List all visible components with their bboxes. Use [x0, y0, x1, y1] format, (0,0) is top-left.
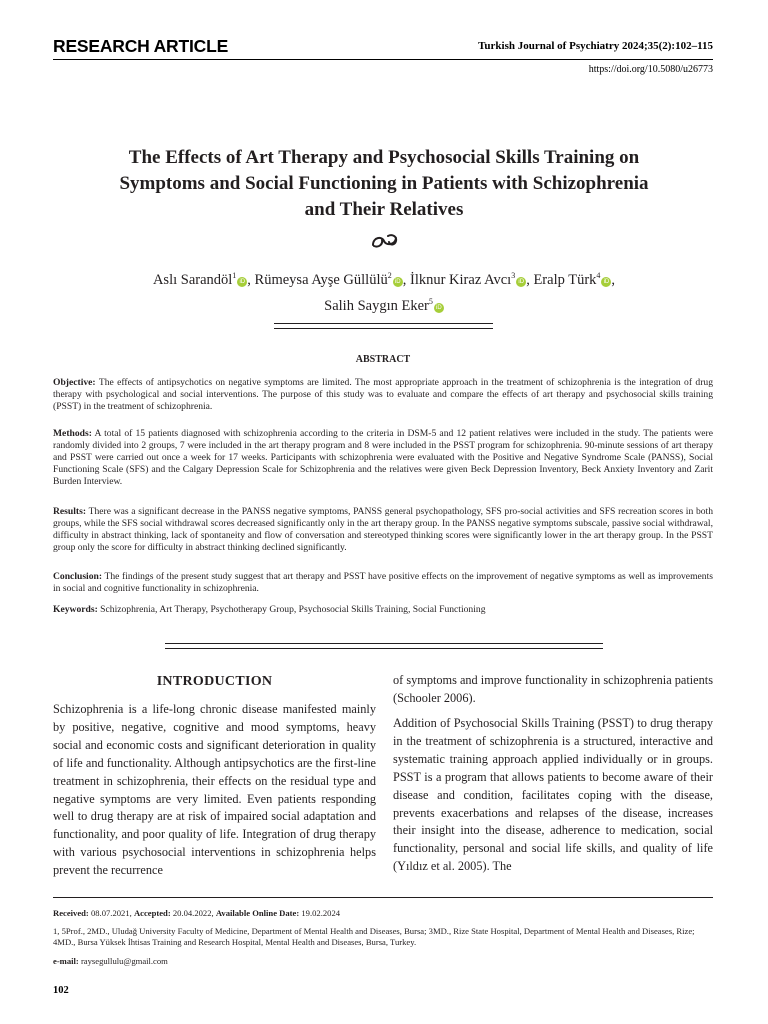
page-number: 102	[53, 985, 69, 996]
ornament-icon	[370, 233, 400, 249]
header-rule	[53, 59, 713, 60]
abstract-results: Results: There was a significant decrease in the PANSS negative symptoms, PANSS general psychopathology, SFS pro-social activities and SFS recreation scores in both groups, while the SFS social withdrawal scores decreased significantly only in the art therapy group. In the PANSS negative symptoms subscale, passive social withdrawal, difficulty in abstract thinking, lack of spontaneity and flow of conversation and stereotyped thinking scores were significantly lower in the art therapy group. In the PSST group only the score for difficulty in abstract thinking declined significantly.	[53, 506, 713, 554]
abstract-methods: Methods: A total of 15 patients diagnosed with schizophrenia according to the criteria in DSM-5 and 12 patient relatives were included in the study. The patients were randomly divided into 2 groups, 7 were included in the art therapy program and 8 were included in the PSST program for schizophrenia. 90-minute sessions of art therapy and PSST were carried out once a week for 17 weeks. Participants with schizophrenia were evaluated with the Positive and Negative Syndrome Scale (PANSS), Social Functioning Scale (SFS) and the Calgary Depression Scale for Schizophrenia and the relatives were given Beck Depression Inventory, Beck Anxiety Inventory and Zarit Burden Interview.	[53, 428, 713, 488]
abstract-objective: Objective: The effects of antipsychotics on negative symptoms are limited. The most appropriate approach in the treatment of schizophrenia is the integration of drug therapy with psychological and social interventions. The purpose of this study was to evaluate and compare the effects of art therapy and psychosocial skills training (PSST) in the treatment of schizophrenia.	[53, 377, 713, 413]
email-link[interactable]: raysegullulu@gmail.com	[80, 956, 168, 966]
introduction-paragraph: of symptoms and improve functionality in schizophrenia patients (Schooler 2006).	[393, 673, 713, 705]
author[interactable]: Aslı Sarandöl$^1$iD	[153, 272, 247, 288]
abstract-conclusion: Conclusion: The findings of the present study suggest that art therapy and PSST have positive effects on the improvement of negative symptoms as well as improvements in social and cognitive functionality in schizophrenia.	[53, 571, 713, 595]
introduction-paragraph: Schizophrenia is a life-long chronic disease manifested mainly by positive, negative, cognitive and mood symptoms, heavy social and economic costs and significant deterioration in quality of life and functionality. Although antipsychotics are the first-line treatment in schizophrenia, their effects on the residual type and negative symptoms are very limited. Even patients responding well to drug therapy are at risk of impaired social adaptation and functionality, and poor quality of life. Integration of drug therapy with various psychosocial interventions in schizophrenia helps prevent the recurrence	[53, 702, 376, 878]
title-divider	[274, 323, 493, 329]
orcid-icon[interactable]: iD	[434, 303, 444, 313]
abstract-heading: ABSTRACT	[355, 354, 411, 365]
author-list: Aslı Sarandöl$^1$iD , Rümeysa Ayşe Güllülü$^2$iD , İlknur Kiraz Avcı$^3$iD , Eralp Türk$^4$iD , Salih Saygın Eker$^5$iD	[152, 271, 616, 314]
author[interactable]: İlknur Kiraz Avcı$^3$iD	[410, 272, 526, 288]
orcid-icon[interactable]: iD	[393, 277, 403, 287]
orcid-icon[interactable]: iD	[601, 277, 611, 287]
article-dates: Received: 08.07.2021, Accepted: 20.04.2022, Available Online Date: 19.02.2024	[53, 908, 341, 918]
doi-link[interactable]: https://doi.org/10.5080/u26773	[588, 64, 713, 75]
footer-rule	[53, 897, 713, 898]
contact-email: e-mail: raysegullulu@gmail.com	[53, 956, 168, 966]
article-title	[60, 145, 708, 223]
title-line-2: Symptoms and Social Functioning in Patients with Schizophrenia	[119, 173, 649, 194]
section-label: RESEARCH ARTICLE	[53, 36, 229, 56]
introduction-paragraph: Addition of Psychosocial Skills Training (PSST) to drug therapy in the treatment of schizophrenia is a structured, interactive and systematic training approach applied individually or in groups. PSST is a program that allows patients to become aware of their disease and condition, facilitates coping with the disease, prevents exacerbations and relapses of the disease, increases their insight into the disease, adherence to medication, social functionality, personal and social life skills, and quality of life (Yıldız et al. 2005). The	[393, 716, 713, 874]
orcid-icon[interactable]: iD	[516, 277, 526, 287]
abstract-divider	[165, 643, 603, 649]
abstract-keywords: Keywords: Schizophrenia, Art Therapy, Psychotherapy Group, Psychosocial Skills Training, Social Functioning	[53, 604, 486, 615]
title-line-3: and Their Relatives	[304, 199, 464, 220]
introduction-heading: INTRODUCTION	[156, 674, 273, 689]
journal-citation: Turkish Journal of Psychiatry 2024;35(2):102–115	[478, 40, 713, 52]
author[interactable]: Salih Saygın Eker$^5$iD	[324, 298, 444, 314]
orcid-icon[interactable]: iD	[237, 277, 247, 287]
author[interactable]: Eralp Türk$^4$iD	[533, 272, 611, 288]
author-affiliations: 1, 5Prof., 2MD., Uludağ University Faculty of Medicine, Department of Mental Health and Diseases, Bursa; 3MD., Rize State Hospital, Department of Mental Health and Diseases, Rize; 4MD., Bursa Yüksek İhtisas Training and Research Hospital, Mental Health and Diseases, Bursa, Turkey.	[53, 926, 695, 947]
author[interactable]: Rümeysa Ayşe Güllülü$^2$iD	[255, 272, 403, 288]
title-line-1: The Effects of Art Therapy and Psychosocial Skills Training on	[128, 147, 640, 168]
